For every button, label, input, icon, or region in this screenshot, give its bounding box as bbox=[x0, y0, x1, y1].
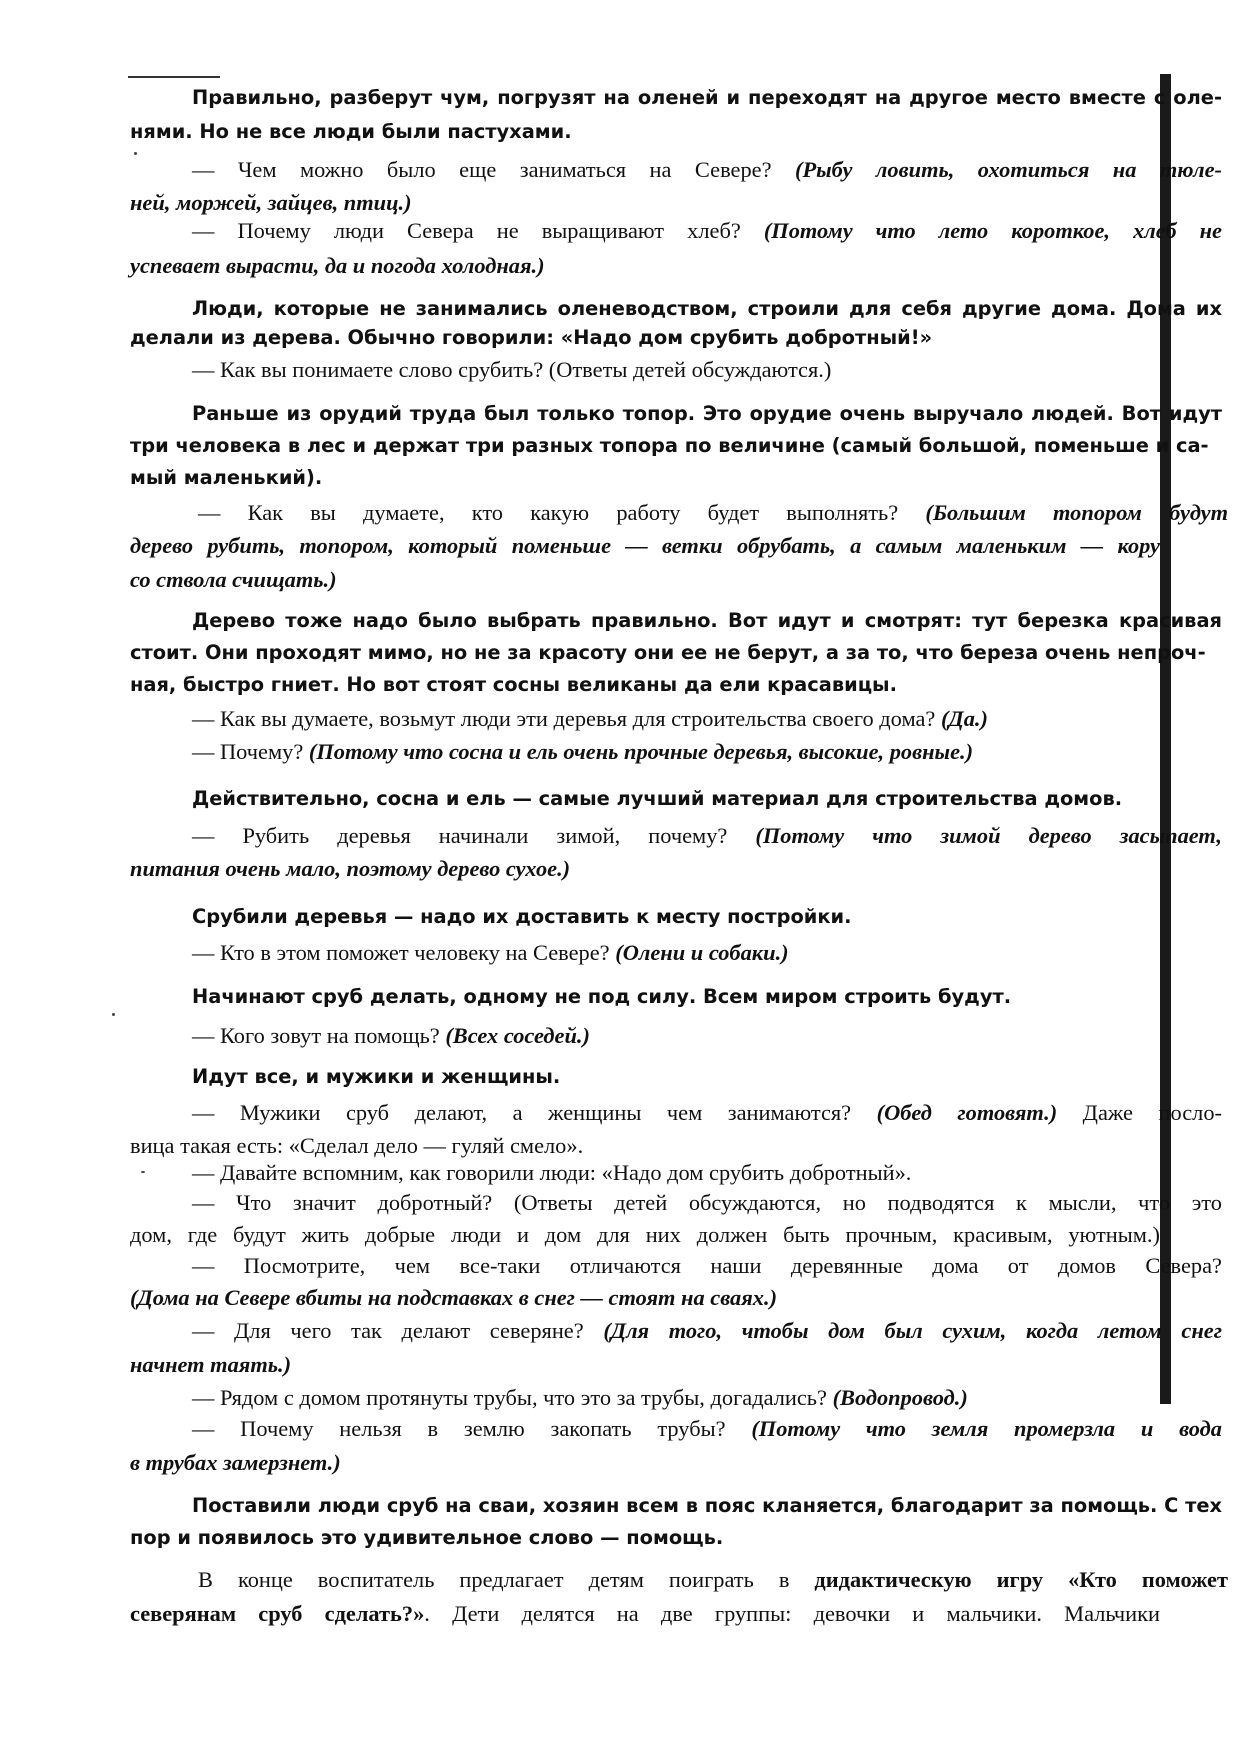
text-line: Дерево тоже надо было выбрать правильно. Вот идут и смотрят: тут березка красивая bbox=[192, 609, 1222, 632]
text-line: — Как вы думаете, кто какую работу будет выполнять? (Большим топором будут bbox=[198, 500, 1229, 525]
text-line: северянам сруб сделать?». Дети делятся на две группы: девочки и мальчики. Мальчики bbox=[130, 1601, 1160, 1626]
scan-speck bbox=[134, 152, 137, 155]
top-rule bbox=[128, 76, 220, 78]
text-line: — Давайте вспомним, как говорили люди: «Надо дом срубить добротный». bbox=[192, 1160, 912, 1185]
text-line: вица такая есть: «Сделал дело — гуляй смело». bbox=[130, 1133, 584, 1158]
text-line: ная, быстро гниет. Но вот стоят сосны великаны да ели красавицы. bbox=[130, 673, 897, 696]
text-line: Правильно, разберут чум, погрузят на оленей и переходят на другое место вместе с оле- bbox=[192, 86, 1222, 109]
text-line: — Для чего так делают северяне? (Для того, чтобы дом был сухим, когда летом снег bbox=[192, 1318, 1222, 1343]
text-line: стоит. Они проходят мимо, но не за красоту они ее не берут, а за то, что береза очень непроч- bbox=[130, 641, 1206, 664]
text-line: Действительно, сосна и ель — самые лучший материал для строительства домов. bbox=[192, 787, 1123, 810]
text-line: мый маленький). bbox=[130, 466, 323, 489]
text-line: Начинают сруб делать, одному не под силу. Всем миром строить будут. bbox=[192, 985, 1012, 1008]
text-line: ней, моржей, зайцев, птиц.) bbox=[130, 190, 412, 215]
text-line: — Кого зовут на помощь? (Всех соседей.) bbox=[192, 1023, 590, 1048]
text-line: в трубах замерзнет.) bbox=[130, 1450, 341, 1475]
text-line: — Кто в этом поможет человеку на Севере? (Олени и собаки.) bbox=[192, 940, 789, 965]
text-line: питания очень мало, поэтому дерево сухое.) bbox=[130, 856, 571, 881]
text-line: пор и появилось это удивительное слово — помощь. bbox=[130, 1526, 724, 1549]
text-line: дерево рубить, топором, который поменьше — ветки обрубать, а самым маленьким — кору bbox=[130, 533, 1160, 558]
text-line: нями. Но не все люди были пастухами. bbox=[130, 120, 572, 143]
text-line: — Рядом с домом протянуты трубы, что это за трубы, догадались? (Водопровод.) bbox=[192, 1385, 968, 1410]
text-line: — Рубить деревья начинали зимой, почему? (Потому что зимой дерево засыпает, bbox=[192, 823, 1222, 848]
text-line: — Посмотрите, чем все-таки отличаются наши деревянные дома от домов Севера? bbox=[192, 1253, 1222, 1278]
text-line: успевает вырасти, да и погода холодная.) bbox=[130, 253, 545, 278]
text-line: — Почему нельзя в землю закопать трубы? (Потому что земля промерзла и вода bbox=[192, 1416, 1222, 1441]
text-line: — Как вы понимаете слово срубить? (Ответы детей обсуждаются.) bbox=[192, 357, 832, 382]
text-line: начнет таять.) bbox=[130, 1352, 292, 1377]
text-line: Поставили люди сруб на сваи, хозяин всем в пояс кланяется, благодарит за помощь. С тех bbox=[192, 1494, 1223, 1517]
text-line: со ствола счищать.) bbox=[130, 567, 337, 592]
text-line: — Почему люди Севера не выращивают хлеб? (Потому что лето короткое, хлеб не bbox=[192, 218, 1222, 243]
text-line: дом, где будут жить добрые люди и дом для них должен быть прочным, красивым, уютным.) bbox=[130, 1222, 1160, 1247]
text-line: — Что значит добротный? (Ответы детей обсуждаются, но подводятся к мысли, что это bbox=[192, 1190, 1222, 1215]
text-line: три человека в лес и держат три разных топора по величине (самый большой, поменьше и са- bbox=[130, 434, 1209, 457]
text-line: — Как вы думаете, возьмут люди эти деревья для строительства своего дома? (Да.) bbox=[192, 706, 988, 731]
text-line: делали из дерева. Обычно говорили: «Надо дом срубить добротный!» bbox=[130, 326, 933, 349]
text-line: — Почему? (Потому что сосна и ель очень прочные деревья, высокие, ровные.) bbox=[192, 739, 974, 764]
text-line: Срубили деревья — надо их доставить к месту постройки. bbox=[192, 905, 852, 928]
text-line: — Мужики сруб делают, а женщины чем занимаются? (Обед готовят.) Даже посло- bbox=[192, 1100, 1222, 1125]
text-line: Раньше из орудий труда был только топор. Это орудие очень выручало людей. Вот идут bbox=[192, 402, 1222, 425]
text-line: Идут все, и мужики и женщины. bbox=[192, 1065, 561, 1088]
text-line: — Чем можно было еще заниматься на Севере? (Рыбу ловить, охотиться на тюле- bbox=[192, 157, 1222, 182]
scan-speck bbox=[112, 1013, 115, 1016]
text-line: Люди, которые не занимались оленеводством, строили для себя другие дома. Дома их bbox=[192, 297, 1222, 320]
text-line: (Дома на Севере вбиты на подставках в снег — стоят на сваях.) bbox=[130, 1285, 778, 1310]
text-line: В конце воспитатель предлагает детям поиграть в дидактическую игру «Кто поможет bbox=[198, 1567, 1228, 1592]
